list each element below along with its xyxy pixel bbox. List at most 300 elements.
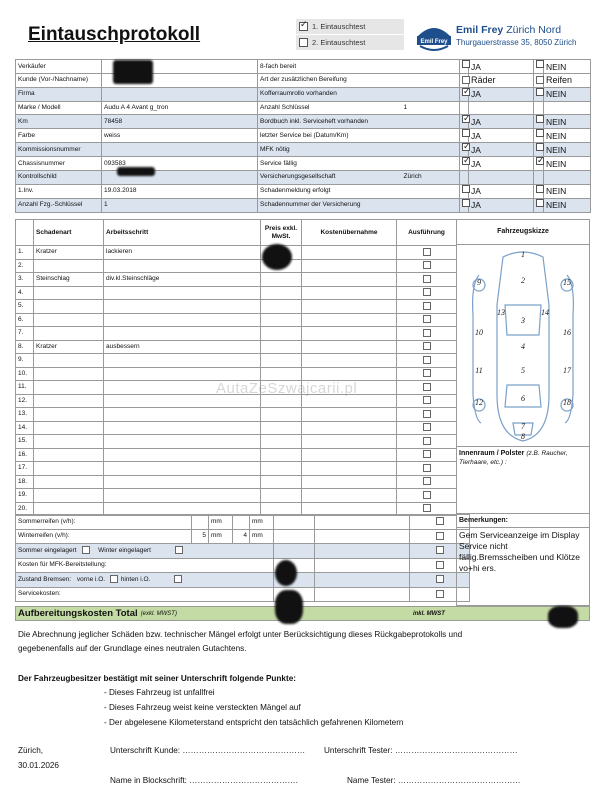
damage-type[interactable]: [34, 381, 104, 395]
redaction: [117, 167, 155, 176]
zone-label: 3: [521, 316, 525, 325]
info-row: [16, 129, 591, 143]
zone-label: 10: [475, 328, 483, 337]
no-label: NEIN: [544, 115, 591, 129]
execution-cell: [397, 489, 457, 503]
service-cost-label: Servicekosten:: [16, 587, 274, 602]
cost-coverage-cell[interactable]: [302, 354, 397, 368]
row-number: 15.: [16, 435, 34, 449]
no-checkbox[interactable]: [536, 88, 544, 96]
work-step[interactable]: [104, 286, 261, 300]
checkbox[interactable]: [436, 561, 444, 569]
winter-tires-label: Winterreifen (v/h):: [16, 529, 192, 544]
sign-place: Zürich,: [18, 746, 44, 755]
empty-cell: [544, 171, 591, 185]
zone-label: 17: [563, 366, 571, 375]
empty-cell: [534, 171, 544, 185]
no-checkbox-cell: [534, 198, 544, 212]
winter-rear-value[interactable]: 4: [233, 529, 250, 544]
cost-coverage-cell[interactable]: [302, 448, 397, 462]
zone-label: 4: [521, 342, 525, 351]
execution-checkbox[interactable]: [423, 464, 431, 472]
row-number: 17.: [16, 462, 34, 476]
info-value[interactable]: [102, 87, 258, 101]
info-value[interactable]: [354, 157, 460, 171]
info-value[interactable]: [354, 184, 460, 198]
price-cell[interactable]: [261, 408, 302, 422]
price-cell[interactable]: [261, 475, 302, 489]
yes-checkbox[interactable]: [462, 115, 470, 123]
total-excl: (exkl. MWST): [140, 610, 177, 617]
damage-type[interactable]: [34, 489, 104, 503]
row-number: 20.: [16, 502, 34, 516]
damage-type[interactable]: [34, 462, 104, 476]
emil-frey-logo-icon: [414, 22, 454, 52]
no-checkbox-cell: [534, 87, 544, 101]
zone-label: 5: [521, 366, 525, 375]
damage-type[interactable]: Steinschlag: [34, 273, 104, 287]
damage-header-row: [16, 220, 457, 246]
info-label: Verkäufer: [16, 60, 102, 74]
table-row: [16, 435, 457, 449]
cost-coverage-cell[interactable]: [302, 259, 397, 273]
no-checkbox-cell: [534, 129, 544, 143]
yes-checkbox-cell: [460, 115, 469, 129]
redaction: [262, 244, 292, 270]
info-label: Art der zusätzlichen Bereifung: [258, 74, 354, 88]
checkbox[interactable]: [436, 517, 444, 525]
info-row: [16, 60, 591, 74]
sign-date: 30.01.2026: [18, 761, 59, 770]
no-checkbox[interactable]: [536, 199, 544, 207]
yes-checkbox-cell: [460, 198, 469, 212]
zone-label: 7: [521, 422, 525, 431]
execution-cell: [397, 421, 457, 435]
table-row: [16, 462, 457, 476]
cost-coverage-cell[interactable]: [302, 300, 397, 314]
summer-tires-row: [16, 515, 470, 530]
work-step[interactable]: div.kl.Steinschläge: [104, 273, 261, 287]
execution-cell: [397, 340, 457, 354]
no-checkbox-cell: [534, 157, 544, 171]
price-cell[interactable]: [261, 367, 302, 381]
info-label: Schadennummer der Versicherung: [258, 198, 354, 212]
yes-checkbox[interactable]: [462, 199, 470, 207]
no-checkbox[interactable]: [536, 143, 544, 151]
execution-cell: [397, 286, 457, 300]
test1-option[interactable]: [296, 19, 404, 35]
info-value[interactable]: weiss: [102, 129, 258, 143]
customer-signature-field[interactable]: Unterschrift Kunde: ………………………………………: [110, 746, 306, 755]
row-number: 10.: [16, 367, 34, 381]
damage-type[interactable]: [34, 300, 104, 314]
tester-name-field[interactable]: Name Tester: ………………………………………: [347, 776, 521, 785]
info-value[interactable]: 78458: [102, 115, 258, 129]
table-row: [16, 448, 457, 462]
execution-checkbox[interactable]: [423, 369, 431, 377]
info-value[interactable]: 1: [102, 198, 258, 212]
info-row: [16, 198, 591, 212]
execution-cell: [397, 246, 457, 260]
execution-checkbox[interactable]: [423, 356, 431, 364]
work-step[interactable]: ausbessern: [104, 340, 261, 354]
price-cell[interactable]: [261, 489, 302, 503]
table-row: [16, 273, 457, 287]
row-number: 8.: [16, 340, 34, 354]
damage-table: [15, 219, 457, 516]
watermark: AutaZeSzwajcarii.pl: [216, 380, 358, 397]
execution-checkbox[interactable]: [423, 248, 431, 256]
row-number: 5.: [16, 300, 34, 314]
damage-column-header: Arbeitsschritt: [104, 220, 261, 246]
damage-type[interactable]: [34, 286, 104, 300]
work-step[interactable]: [104, 259, 261, 273]
test1-checkbox[interactable]: [299, 22, 308, 31]
logo-text: Emil Frey: [420, 39, 448, 45]
empty-cell: [534, 101, 544, 115]
redaction: [113, 60, 153, 84]
damage-type[interactable]: [34, 367, 104, 381]
zone-label: 8: [521, 432, 525, 441]
cost-coverage-cell[interactable]: [302, 313, 397, 327]
execution-cell: [397, 300, 457, 314]
summer-stored-checkbox[interactable]: [82, 546, 90, 554]
winter-stored-checkbox[interactable]: [175, 546, 183, 554]
price-cell[interactable]: [261, 448, 302, 462]
work-step[interactable]: [104, 313, 261, 327]
wheels-label: Räder: [469, 74, 534, 88]
empty-cell: [544, 101, 591, 115]
cost-coverage-cell[interactable]: [302, 421, 397, 435]
total-incl: inkl. MWST: [412, 610, 445, 617]
info-value[interactable]: [354, 74, 460, 88]
yes-label: JA: [469, 184, 534, 198]
yes-label: JA: [469, 129, 534, 143]
zone-label: 14: [541, 308, 549, 317]
info-label: Marke / Modell: [16, 101, 102, 115]
table-row: [16, 313, 457, 327]
damage-type[interactable]: [34, 327, 104, 341]
execution-checkbox[interactable]: [423, 383, 431, 391]
row-number: 13.: [16, 408, 34, 422]
info-row: [16, 74, 591, 88]
work-step[interactable]: lackieren: [104, 246, 261, 260]
execution-cell: [397, 408, 457, 422]
info-label: 1.Inv.: [16, 184, 102, 198]
row-number: 4.: [16, 286, 34, 300]
info-row: [16, 143, 591, 157]
tires-brakes-table: [15, 514, 470, 602]
info-label: letzter Service bei (Datum/Km): [258, 129, 354, 143]
page-title: Eintauschprotokoll: [28, 24, 201, 45]
table-row: [16, 246, 457, 260]
yes-checkbox-cell: [460, 157, 469, 171]
test2-checkbox[interactable]: [299, 38, 308, 47]
winter-stored-label: Winter eingelagert: [98, 546, 151, 554]
execution-cell: [397, 273, 457, 287]
info-label: Kunde (Vor-/Nachname): [16, 74, 102, 88]
zone-label: 6: [521, 394, 525, 403]
cost-coverage-cell[interactable]: [302, 435, 397, 449]
confirm-point-1: - Dieses Fahrzeug ist unfallfrei: [104, 688, 215, 697]
execution-cell: [397, 381, 457, 395]
info-row: [16, 87, 591, 101]
info-label: Firma: [16, 87, 102, 101]
info-label: Anzahl Fzg.-Schlüssel: [16, 198, 102, 212]
zone-label: 1: [521, 250, 525, 259]
cost-coverage-cell[interactable]: [302, 462, 397, 476]
price-cell[interactable]: [261, 435, 302, 449]
info-row: [16, 184, 591, 198]
execution-cell: [397, 354, 457, 368]
zone-label: 13: [497, 308, 505, 317]
redaction: [275, 590, 303, 624]
execution-checkbox[interactable]: [423, 329, 431, 337]
price-cell[interactable]: [261, 286, 302, 300]
work-step[interactable]: [104, 448, 261, 462]
car-diagram[interactable]: [456, 245, 590, 447]
work-step[interactable]: [104, 475, 261, 489]
no-checkbox-cell: [534, 60, 544, 74]
confirm-title: Der Fahrzeugbesitzer bestätigt mit seiner Unterschrift folgende Punkte:: [18, 674, 296, 683]
table-row: [16, 259, 457, 273]
info-row: [16, 157, 591, 171]
no-label: NEIN: [544, 129, 591, 143]
zone-label: 11: [475, 366, 483, 375]
execution-checkbox[interactable]: [423, 504, 431, 512]
execution-checkbox[interactable]: [423, 423, 431, 431]
tires-checkbox[interactable]: [536, 76, 544, 84]
remarks-text[interactable]: Gem Serviceanzeige im Display Service nicht fällig.Bremsscheiben und Klötze vo+hi ers.: [456, 528, 590, 606]
execution-checkbox[interactable]: [423, 342, 431, 350]
winter-tires-row: [16, 529, 470, 544]
execution-cell: [397, 394, 457, 408]
info-value[interactable]: [354, 87, 460, 101]
damage-column-header: Ausführung: [397, 220, 457, 246]
row-number: 12.: [16, 394, 34, 408]
info-value[interactable]: 1: [354, 101, 460, 115]
checkbox[interactable]: [436, 590, 444, 598]
brakes-front-checkbox[interactable]: [110, 575, 118, 583]
info-value[interactable]: [354, 143, 460, 157]
confirm-point-2: - Dieses Fahrzeug weist keine versteckten Mängel auf: [104, 703, 301, 712]
interior-notes[interactable]: [456, 447, 590, 514]
row-number: 2.: [16, 259, 34, 273]
interior-label: Innenraum / Polster: [459, 450, 525, 457]
zone-label: 12: [475, 398, 483, 407]
no-checkbox[interactable]: [536, 129, 544, 137]
test-selector: [296, 19, 404, 51]
price-cell[interactable]: [261, 300, 302, 314]
zone-label: 15: [563, 278, 571, 287]
zone-label: 2: [521, 276, 525, 285]
cost-coverage-cell[interactable]: [302, 367, 397, 381]
yes-checkbox[interactable]: [462, 143, 470, 151]
no-label: NEIN: [544, 60, 591, 74]
yes-checkbox[interactable]: [462, 157, 470, 165]
execution-checkbox[interactable]: [423, 437, 431, 445]
info-label: 8-fach bereit: [258, 60, 354, 74]
execution-cell: [397, 313, 457, 327]
interior-hint: (z.B. Raucher, Tierhaare, etc.) :: [459, 450, 568, 466]
price-cell[interactable]: [261, 340, 302, 354]
info-value[interactable]: Zürich: [354, 171, 460, 185]
info-label: Km: [16, 115, 102, 129]
vehicle-info-table: [15, 59, 591, 213]
price-cell[interactable]: [261, 273, 302, 287]
checkbox[interactable]: [436, 575, 444, 583]
brand-address: Thurgauerstrasse 35, 8050 Zürich: [456, 38, 577, 47]
cost-coverage-cell[interactable]: [302, 475, 397, 489]
work-step[interactable]: [104, 367, 261, 381]
damage-type[interactable]: [34, 394, 104, 408]
execution-cell: [397, 259, 457, 273]
cost-coverage-cell[interactable]: [302, 327, 397, 341]
info-label: Farbe: [16, 129, 102, 143]
table-row: [16, 475, 457, 489]
cost-coverage-cell[interactable]: [302, 489, 397, 503]
damage-type[interactable]: [34, 313, 104, 327]
tester-signature-field[interactable]: Unterschrift Tester: ………………………………………: [324, 746, 518, 755]
info-value[interactable]: [354, 198, 460, 212]
disclaimer-line-2: gegebenenfalls auf der Grundlage eines neutralen Gutachtens.: [18, 644, 247, 653]
work-step[interactable]: [104, 408, 261, 422]
damage-column-header: [16, 220, 34, 246]
damage-type[interactable]: [34, 475, 104, 489]
zone-label: 9: [477, 278, 481, 287]
summer-tires-label: Sommerreifen (v/h):: [16, 515, 192, 530]
execution-checkbox[interactable]: [423, 275, 431, 283]
execution-checkbox[interactable]: [423, 288, 431, 296]
empty-cell: [460, 171, 469, 185]
mfk-cost-row: [16, 558, 470, 573]
info-label: Bordbuch inkl. Serviceheft vorhanden: [258, 115, 354, 129]
no-checkbox[interactable]: [536, 115, 544, 123]
cost-coverage-cell[interactable]: [302, 246, 397, 260]
info-value[interactable]: [354, 115, 460, 129]
damage-type[interactable]: Kratzer: [34, 246, 104, 260]
brakes-front-label: vorne i.O.: [76, 575, 106, 583]
test1-label: 1. Eintauschtest: [312, 22, 366, 31]
no-checkbox[interactable]: [536, 157, 544, 165]
info-label: Anzahl Schlüssel: [258, 101, 354, 115]
work-step[interactable]: [104, 354, 261, 368]
storage-row: [16, 544, 470, 559]
info-value[interactable]: [102, 143, 258, 157]
damage-type[interactable]: [34, 259, 104, 273]
damage-type[interactable]: [34, 435, 104, 449]
price-cell[interactable]: [261, 354, 302, 368]
row-number: 9.: [16, 354, 34, 368]
empty-cell: [469, 101, 534, 115]
damage-type[interactable]: [34, 448, 104, 462]
cost-coverage-cell[interactable]: [302, 340, 397, 354]
mm-unit: mm: [250, 515, 274, 530]
yes-checkbox[interactable]: [462, 185, 470, 193]
checkbox[interactable]: [436, 532, 444, 540]
price-cell[interactable]: [261, 462, 302, 476]
work-step[interactable]: [104, 300, 261, 314]
execution-checkbox[interactable]: [423, 450, 431, 458]
info-value[interactable]: [354, 129, 460, 143]
row-number: 7.: [16, 327, 34, 341]
execution-cell: [397, 462, 457, 476]
info-label: Service fällig: [258, 157, 354, 171]
info-label: Kofferraumrollo vorhanden: [258, 87, 354, 101]
price-cell[interactable]: [261, 421, 302, 435]
work-step[interactable]: [104, 435, 261, 449]
damage-type[interactable]: [34, 408, 104, 422]
damage-type[interactable]: [34, 421, 104, 435]
cost-coverage-cell[interactable]: [302, 408, 397, 422]
wheels-checkbox[interactable]: [462, 76, 470, 84]
no-checkbox[interactable]: [536, 185, 544, 193]
price-cell[interactable]: [261, 313, 302, 327]
row-number: 18.: [16, 475, 34, 489]
info-value[interactable]: [354, 60, 460, 74]
test2-option[interactable]: [296, 35, 404, 51]
confirm-point-3: - Der abgelesene Kilometerstand entspricht den tatsächlich gefahrenen Kilometern: [104, 718, 404, 727]
total-label: Aufbereitungskosten Total: [18, 608, 138, 619]
cost-coverage-cell[interactable]: [302, 273, 397, 287]
yes-label: JA: [469, 198, 534, 212]
damage-type[interactable]: [34, 354, 104, 368]
execution-cell: [397, 448, 457, 462]
damage-column-header: Preis exkl. MwSt.: [261, 220, 302, 246]
brand-name: [456, 24, 561, 36]
price-cell[interactable]: [261, 327, 302, 341]
execution-cell: [397, 327, 457, 341]
redaction: [548, 606, 578, 628]
info-value[interactable]: Audu A 4 Avant g_tron: [102, 101, 258, 115]
no-checkbox[interactable]: [536, 60, 544, 68]
info-row: [16, 171, 591, 185]
work-step[interactable]: [104, 421, 261, 435]
execution-checkbox[interactable]: [423, 491, 431, 499]
zone-label: 18: [563, 398, 571, 407]
yes-checkbox[interactable]: [462, 129, 470, 137]
yes-label: JA: [469, 143, 534, 157]
work-step[interactable]: [104, 489, 261, 503]
yes-checkbox[interactable]: [462, 60, 470, 68]
brakes-rear-checkbox[interactable]: [174, 575, 182, 583]
cost-coverage-cell[interactable]: [302, 286, 397, 300]
work-step[interactable]: [104, 462, 261, 476]
table-row: [16, 327, 457, 341]
no-label: NEIN: [544, 198, 591, 212]
service-cost-row: [16, 587, 470, 602]
work-step[interactable]: [104, 327, 261, 341]
execution-checkbox[interactable]: [423, 477, 431, 485]
execution-checkbox[interactable]: [423, 396, 431, 404]
winter-front-value[interactable]: 5: [192, 529, 209, 544]
info-value[interactable]: 19.03.2018: [102, 184, 258, 198]
info-value[interactable]: 093583: [102, 157, 258, 171]
execution-checkbox[interactable]: [423, 302, 431, 310]
empty-cell: [469, 171, 534, 185]
block-name-field[interactable]: Name in Blockschrift: ………………………………….: [110, 776, 298, 785]
yes-label: JA: [469, 87, 534, 101]
table-row: [16, 354, 457, 368]
damage-type[interactable]: Kratzer: [34, 340, 104, 354]
execution-checkbox[interactable]: [423, 261, 431, 269]
zone-label: 16: [563, 328, 571, 337]
yes-checkbox[interactable]: [462, 88, 470, 96]
execution-checkbox[interactable]: [423, 410, 431, 418]
checkbox[interactable]: [436, 546, 444, 554]
execution-checkbox[interactable]: [423, 315, 431, 323]
tire-option-checkbox-cell: [534, 74, 544, 88]
